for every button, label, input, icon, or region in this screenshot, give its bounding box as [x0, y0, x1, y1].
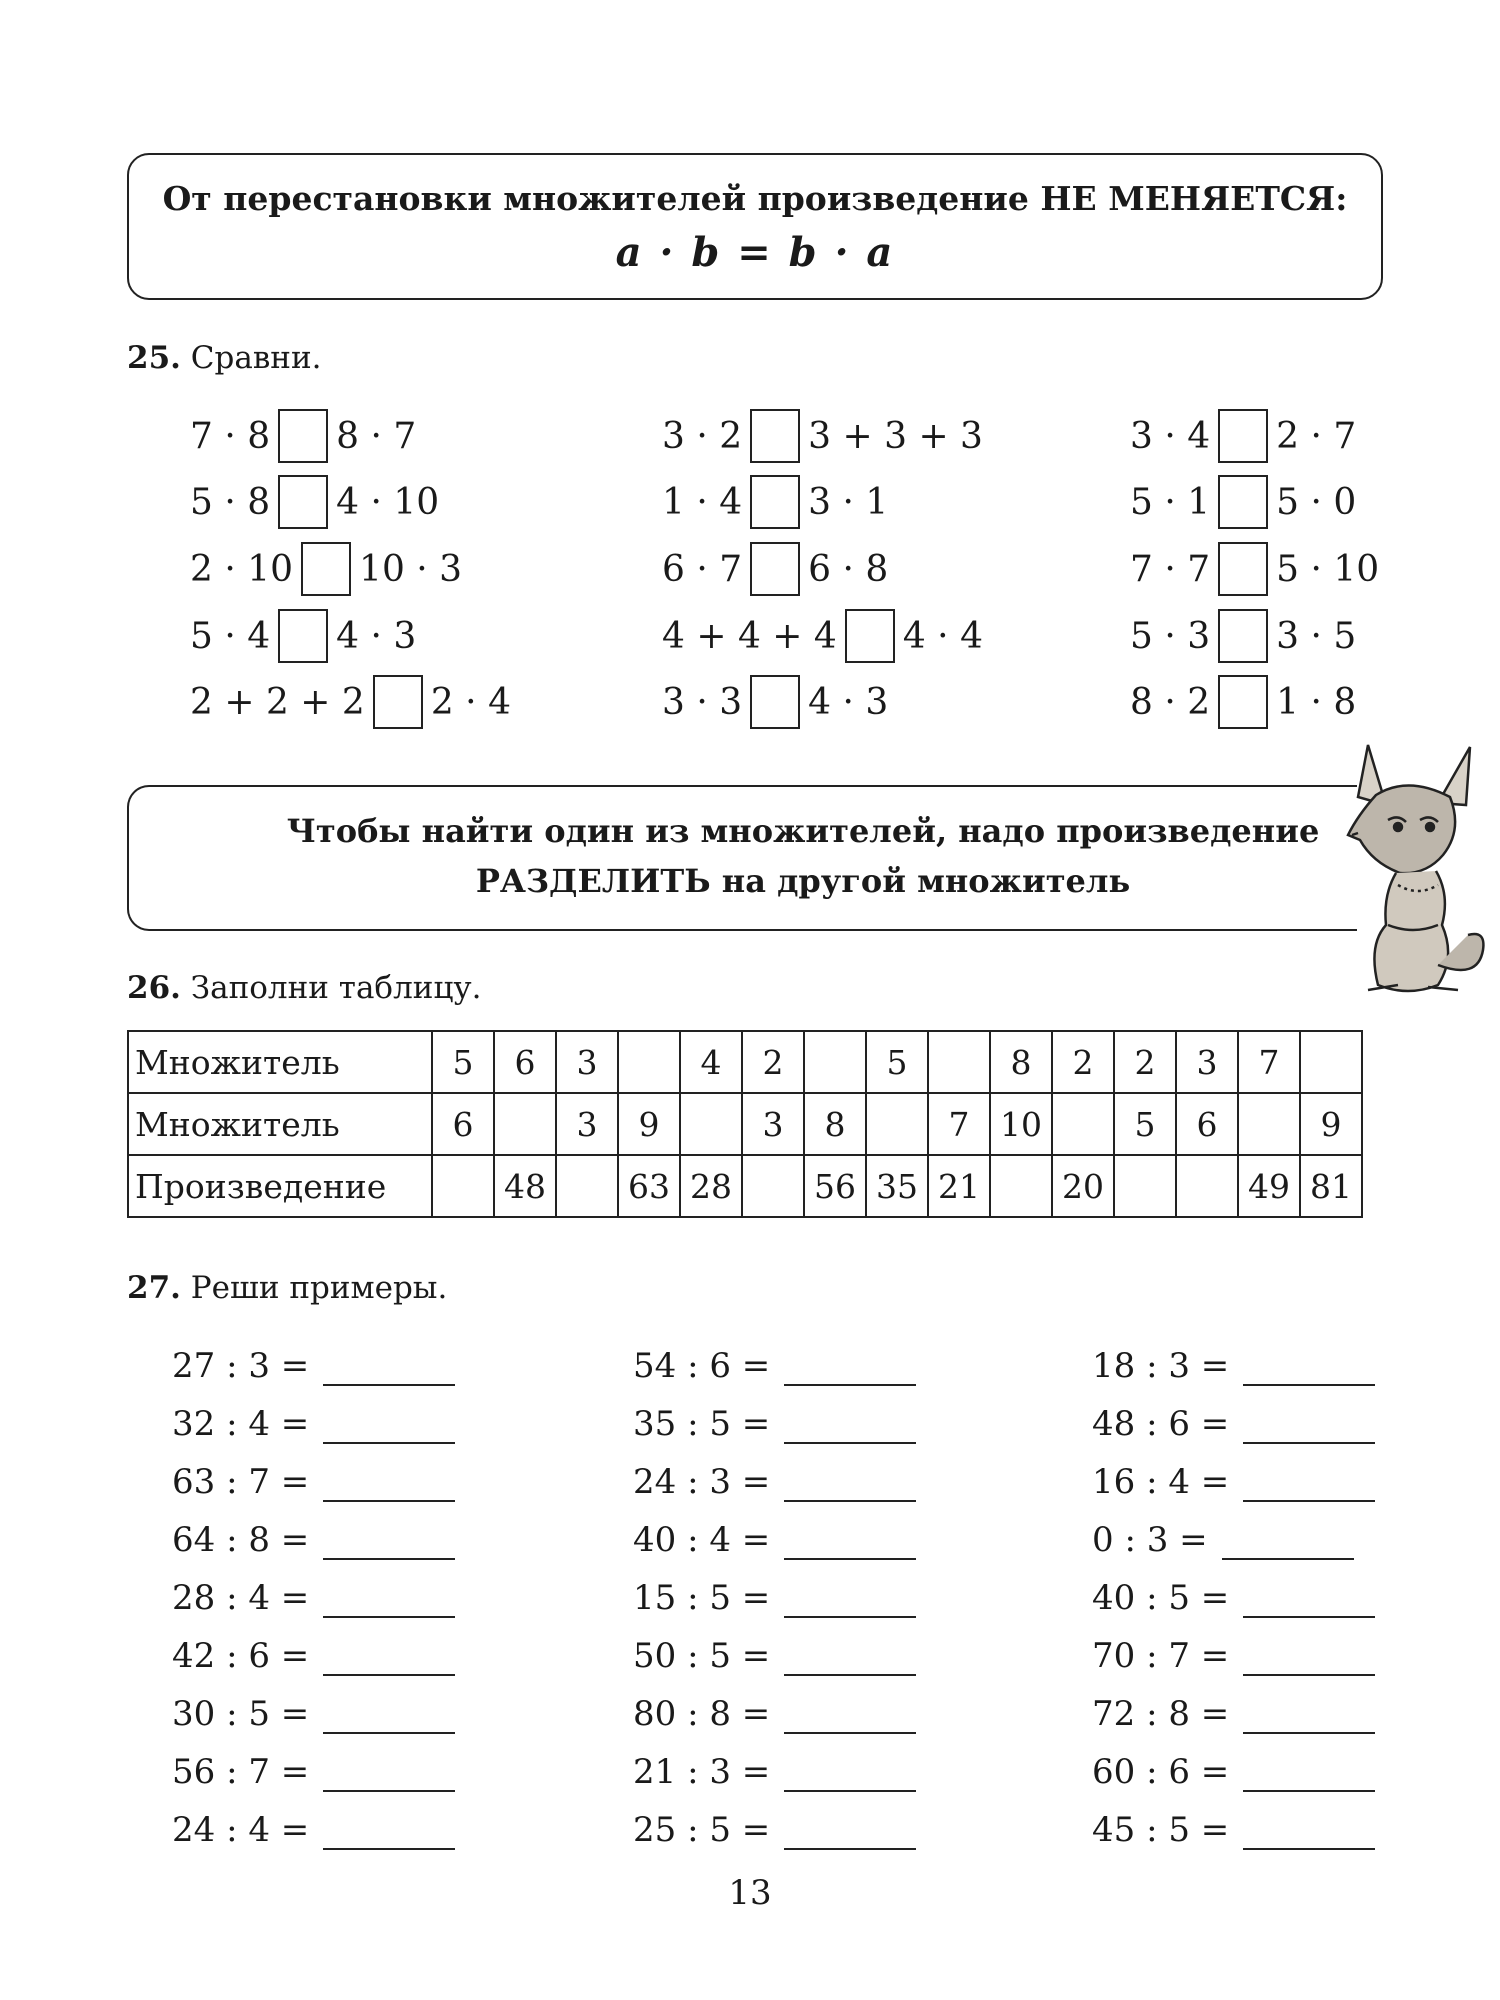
comparison-right: 3 · 5 — [1276, 615, 1357, 657]
example-expression: 0 : 3 = — [1092, 1520, 1208, 1560]
comparison-left: 4 + 4 + 4 — [662, 615, 837, 657]
table-row — [128, 1031, 1362, 1093]
table-cell: 6 — [494, 1031, 556, 1093]
example-expression: 18 : 3 = — [1092, 1346, 1230, 1386]
task-instruction: Заполни таблицу. — [190, 970, 482, 1006]
example-expression: 35 : 5 = — [633, 1404, 771, 1444]
example-expression: 54 : 6 = — [633, 1346, 771, 1386]
answer-box[interactable] — [1218, 409, 1268, 463]
answer-line[interactable] — [784, 1586, 916, 1618]
table-cell: 9 — [1300, 1093, 1362, 1155]
page-number: 13 — [728, 1873, 772, 1913]
answer-box[interactable] — [845, 609, 895, 663]
example-expression: 50 : 5 = — [633, 1636, 771, 1676]
division-example — [1092, 1688, 1375, 1734]
answer-line[interactable] — [784, 1818, 916, 1850]
comparison-item — [662, 473, 888, 531]
table-cell[interactable] — [990, 1155, 1052, 1217]
answer-box[interactable] — [750, 475, 800, 529]
division-example — [172, 1630, 455, 1676]
division-example — [633, 1398, 916, 1444]
table-cell: 63 — [618, 1155, 680, 1217]
division-example — [172, 1804, 455, 1850]
answer-line[interactable] — [1243, 1586, 1375, 1618]
answer-box[interactable] — [301, 542, 351, 596]
table-cell: 35 — [866, 1155, 928, 1217]
example-expression: 45 : 5 = — [1092, 1810, 1230, 1850]
example-expression: 70 : 7 = — [1092, 1636, 1230, 1676]
division-example — [633, 1572, 916, 1618]
table-cell[interactable] — [618, 1031, 680, 1093]
table-cell: 2 — [1114, 1031, 1176, 1093]
comparison-item — [1130, 473, 1356, 531]
comparison-right: 2 · 7 — [1276, 415, 1357, 457]
division-example — [633, 1688, 916, 1734]
division-example — [1092, 1746, 1375, 1792]
comparison-item — [1130, 407, 1356, 465]
table-cell: 7 — [1238, 1031, 1300, 1093]
table-cell: 28 — [680, 1155, 742, 1217]
task-number: 25. — [127, 340, 181, 376]
example-expression: 30 : 5 = — [172, 1694, 310, 1734]
table-cell[interactable] — [1176, 1155, 1238, 1217]
division-example — [1092, 1456, 1375, 1502]
example-expression: 15 : 5 = — [633, 1578, 771, 1618]
table-row — [128, 1155, 1362, 1217]
division-example — [172, 1456, 455, 1502]
comparison-item — [662, 607, 983, 665]
example-expression: 28 : 4 = — [172, 1578, 310, 1618]
division-example — [172, 1688, 455, 1734]
division-example — [172, 1340, 455, 1386]
comparison-right: 4 · 4 — [902, 615, 983, 657]
example-expression: 80 : 8 = — [633, 1694, 771, 1734]
answer-line[interactable] — [323, 1412, 455, 1444]
answer-box[interactable] — [278, 409, 328, 463]
answer-box[interactable] — [1218, 475, 1268, 529]
example-expression: 48 : 6 = — [1092, 1404, 1230, 1444]
answer-line[interactable] — [784, 1470, 916, 1502]
table-cell[interactable] — [432, 1155, 494, 1217]
table-cell: 6 — [432, 1093, 494, 1155]
answer-line[interactable] — [1222, 1528, 1354, 1560]
answer-line[interactable] — [323, 1760, 455, 1792]
answer-line[interactable] — [784, 1760, 916, 1792]
table-cell: 8 — [804, 1093, 866, 1155]
comparison-left: 3 · 3 — [662, 681, 743, 723]
answer-line[interactable] — [323, 1586, 455, 1618]
answer-box[interactable] — [278, 609, 328, 663]
answer-line[interactable] — [1243, 1818, 1375, 1850]
comparison-right: 3 + 3 + 3 — [808, 415, 983, 457]
comparison-item — [1130, 673, 1356, 731]
division-example — [1092, 1804, 1375, 1850]
division-example — [633, 1340, 916, 1386]
comparison-item — [1130, 607, 1356, 665]
example-expression: 42 : 6 = — [172, 1636, 310, 1676]
example-expression: 64 : 8 = — [172, 1520, 310, 1560]
example-expression: 25 : 5 = — [633, 1810, 771, 1850]
answer-line[interactable] — [323, 1528, 455, 1560]
division-example — [1092, 1572, 1375, 1618]
table-cell: 81 — [1300, 1155, 1362, 1217]
example-expression: 24 : 3 = — [633, 1462, 771, 1502]
comparison-left: 3 · 4 — [1130, 415, 1211, 457]
table-cell[interactable] — [804, 1031, 866, 1093]
table-cell[interactable] — [1300, 1031, 1362, 1093]
comparison-left: 5 · 8 — [190, 481, 271, 523]
table-cell: 4 — [680, 1031, 742, 1093]
division-example — [172, 1746, 455, 1792]
comparison-item — [190, 673, 511, 731]
rule-box-division — [127, 785, 1357, 931]
answer-line[interactable] — [1243, 1644, 1375, 1676]
example-expression: 27 : 3 = — [172, 1346, 310, 1386]
division-example — [1092, 1630, 1375, 1676]
example-expression: 60 : 6 = — [1092, 1752, 1230, 1792]
comparison-right: 4 · 3 — [808, 681, 889, 723]
table-cell[interactable] — [866, 1093, 928, 1155]
division-example — [633, 1514, 916, 1560]
comparison-left: 5 · 4 — [190, 615, 271, 657]
answer-box[interactable] — [750, 409, 800, 463]
table-cell: 9 — [618, 1093, 680, 1155]
comparison-item — [662, 540, 888, 598]
comparison-item — [190, 540, 462, 598]
table-cell: 3 — [742, 1093, 804, 1155]
table-cell[interactable] — [1052, 1093, 1114, 1155]
division-example — [172, 1514, 455, 1560]
multiplication-table — [127, 1030, 1363, 1218]
division-example — [1092, 1340, 1375, 1386]
example-expression: 72 : 8 = — [1092, 1694, 1230, 1734]
comparison-right: 2 · 4 — [430, 681, 511, 723]
comparison-left: 5 · 1 — [1130, 481, 1211, 523]
comparison-right: 6 · 8 — [808, 548, 889, 590]
table-cell: 10 — [990, 1093, 1052, 1155]
comparison-item — [662, 673, 888, 731]
answer-box[interactable] — [1218, 542, 1268, 596]
table-cell: 5 — [866, 1031, 928, 1093]
answer-line[interactable] — [1243, 1470, 1375, 1502]
rule-box-commutative — [127, 153, 1383, 300]
comparison-left: 3 · 2 — [662, 415, 743, 457]
answer-box[interactable] — [278, 475, 328, 529]
division-example — [172, 1572, 455, 1618]
comparison-left: 1 · 4 — [662, 481, 743, 523]
example-expression: 16 : 4 = — [1092, 1462, 1230, 1502]
comparison-item — [190, 607, 416, 665]
answer-line[interactable] — [323, 1470, 455, 1502]
rule-formula: a · b = b · a — [615, 229, 895, 276]
comparison-right: 4 · 10 — [336, 481, 440, 523]
table-cell: 7 — [928, 1093, 990, 1155]
answer-box[interactable] — [750, 675, 800, 729]
example-expression: 24 : 4 = — [172, 1810, 310, 1850]
table-cell[interactable] — [556, 1155, 618, 1217]
table-cell: 3 — [556, 1093, 618, 1155]
table-cell[interactable] — [680, 1093, 742, 1155]
comparison-left: 7 · 8 — [190, 415, 271, 457]
answer-line[interactable] — [323, 1354, 455, 1386]
answer-line[interactable] — [784, 1354, 916, 1386]
answer-line[interactable] — [323, 1702, 455, 1734]
example-expression: 21 : 3 = — [633, 1752, 771, 1792]
division-example — [1092, 1514, 1354, 1560]
comparison-right: 8 · 7 — [336, 415, 417, 457]
division-example — [633, 1804, 916, 1850]
answer-box[interactable] — [750, 542, 800, 596]
table-cell[interactable] — [494, 1093, 556, 1155]
comparison-right: 10 · 3 — [359, 548, 463, 590]
comparison-right: 5 · 0 — [1276, 481, 1357, 523]
table-cell[interactable] — [928, 1031, 990, 1093]
comparison-left: 5 · 3 — [1130, 615, 1211, 657]
division-example — [633, 1746, 916, 1792]
comparison-item — [1130, 540, 1379, 598]
answer-line[interactable] — [784, 1702, 916, 1734]
task-instruction: Сравни. — [190, 340, 322, 376]
rule-text-line2: РАЗДЕЛИТЬ на другой множитель — [475, 862, 1131, 900]
table-cell: 56 — [804, 1155, 866, 1217]
task-number: 27. — [127, 1270, 181, 1306]
answer-line[interactable] — [784, 1528, 916, 1560]
comparison-left: 6 · 7 — [662, 548, 743, 590]
row-label: Множитель — [128, 1093, 432, 1155]
comparison-left: 8 · 2 — [1130, 681, 1211, 723]
task-26-title — [127, 970, 481, 1006]
table-cell[interactable] — [1238, 1093, 1300, 1155]
division-example — [1092, 1398, 1375, 1444]
division-example — [172, 1398, 455, 1444]
comparison-left: 2 + 2 + 2 — [190, 681, 365, 723]
answer-line[interactable] — [1243, 1354, 1375, 1386]
table-row — [128, 1093, 1362, 1155]
table-cell: 49 — [1238, 1155, 1300, 1217]
table-cell: 21 — [928, 1155, 990, 1217]
comparison-right: 5 · 10 — [1276, 548, 1380, 590]
example-expression: 40 : 5 = — [1092, 1578, 1230, 1618]
example-expression: 56 : 7 = — [172, 1752, 310, 1792]
answer-line[interactable] — [784, 1412, 916, 1444]
table-cell: 5 — [432, 1031, 494, 1093]
table-cell: 3 — [556, 1031, 618, 1093]
answer-line[interactable] — [784, 1644, 916, 1676]
table-cell: 3 — [1176, 1031, 1238, 1093]
comparison-left: 2 · 10 — [190, 548, 294, 590]
fox-icon — [1338, 735, 1488, 1005]
example-expression: 32 : 4 = — [172, 1404, 310, 1444]
table-cell: 6 — [1176, 1093, 1238, 1155]
comparison-item — [190, 473, 439, 531]
table-cell: 2 — [742, 1031, 804, 1093]
answer-box[interactable] — [1218, 609, 1268, 663]
table-cell: 2 — [1052, 1031, 1114, 1093]
answer-line[interactable] — [323, 1644, 455, 1676]
table-cell: 8 — [990, 1031, 1052, 1093]
table-cell[interactable] — [742, 1155, 804, 1217]
rule-text: От перестановки множителей произведение НЕ МЕНЯЕТСЯ: — [162, 179, 1348, 218]
example-expression: 63 : 7 = — [172, 1462, 310, 1502]
comparison-item — [662, 407, 983, 465]
table-cell: 5 — [1114, 1093, 1176, 1155]
comparison-right: 1 · 8 — [1276, 681, 1357, 723]
comparison-right: 4 · 3 — [336, 615, 417, 657]
table-cell: 20 — [1052, 1155, 1114, 1217]
task-25-title — [127, 340, 321, 376]
answer-line[interactable] — [1243, 1702, 1375, 1734]
division-example — [633, 1456, 916, 1502]
comparison-item — [190, 407, 416, 465]
task-instruction: Реши примеры. — [190, 1270, 448, 1306]
division-example — [633, 1630, 916, 1676]
row-label: Множитель — [128, 1031, 432, 1093]
rule-text-line1: Чтобы найти один из множителей, надо произведение — [286, 812, 1320, 850]
table-cell: 48 — [494, 1155, 556, 1217]
answer-line[interactable] — [1243, 1760, 1375, 1792]
table-cell[interactable] — [1114, 1155, 1176, 1217]
task-27-title — [127, 1270, 447, 1306]
answer-box[interactable] — [1218, 675, 1268, 729]
task-number: 26. — [127, 970, 181, 1006]
example-expression: 40 : 4 = — [633, 1520, 771, 1560]
row-label: Произведение — [128, 1155, 432, 1217]
comparison-left: 7 · 7 — [1130, 548, 1211, 590]
answer-line[interactable] — [323, 1818, 455, 1850]
answer-box[interactable] — [373, 675, 423, 729]
answer-line[interactable] — [1243, 1412, 1375, 1444]
comparison-right: 3 · 1 — [808, 481, 889, 523]
